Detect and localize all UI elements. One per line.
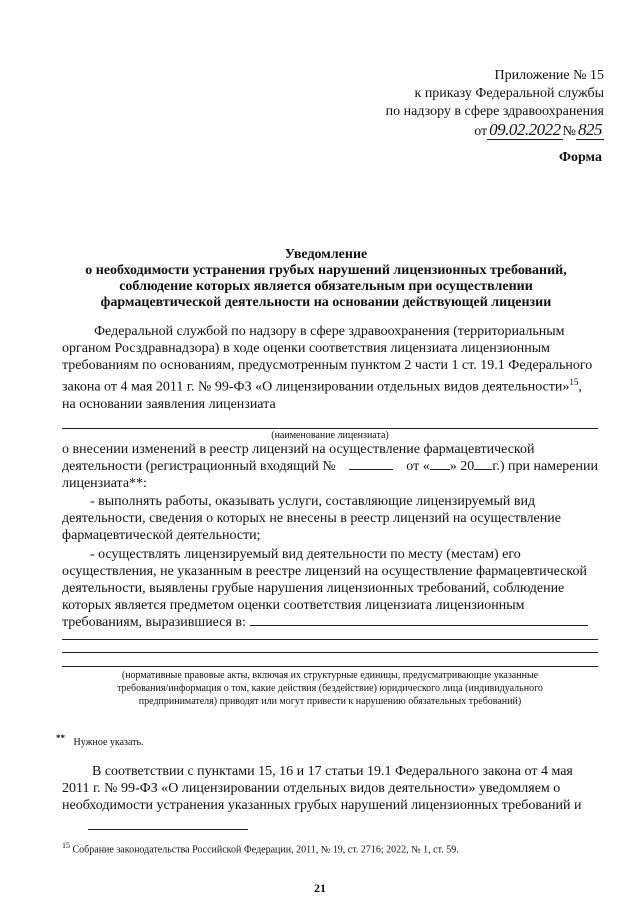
paragraph-application <box>62 441 598 492</box>
text-line: В соответствии с пунктами 15, 16 и 17 статьи 19.1 Федерального закона от 4 мая <box>92 764 573 779</box>
paragraph-works <box>62 493 598 544</box>
footnote-marker: 15 <box>62 841 70 850</box>
footnote-separator <box>88 829 248 830</box>
order-date-line <box>386 121 604 141</box>
year-blank[interactable] <box>474 469 492 470</box>
text-line: органом Росздравнадзора) в ходе оценки соответствия лицензиата лицензионным <box>62 341 550 356</box>
violations-line[interactable] <box>62 652 598 653</box>
text-line: лицензиата**: <box>62 476 147 491</box>
text-line: необходимости устранения указанных грубых нарушений лицензионных требований и <box>62 798 582 813</box>
footnote <box>62 839 459 856</box>
text-line: 2011 г. № 99-ФЗ «О лицензировании отдельных видов деятельности» уведомляем о <box>62 781 561 796</box>
order-reference: к приказу Федеральной службы <box>414 86 604 101</box>
text-segment: от « <box>406 459 430 474</box>
handwritten-date: 09.02.2022 <box>489 120 561 139</box>
text-line: фармацевтической деятельности; <box>62 528 261 543</box>
text-line <box>62 614 598 631</box>
text-line: о внесении изменений в реестр лицензий на осуществление фармацевтической <box>62 442 535 457</box>
note <box>56 733 144 748</box>
text-line: - выполнять работы, оказывать услуги, составляющие лицензируемый вид <box>90 494 536 509</box>
text-segment: закона от 4 мая 2011 г. № 99-ФЗ «О лицензировании отдельных видов деятельности» <box>62 379 570 395</box>
text-line: Федеральной службой по надзору в сфере здравоохранения (территориальным <box>94 324 565 339</box>
caption-line: требования/информация о том, какие действия (бездействие) юридического лица (индивидуального <box>117 683 543 694</box>
violations-line[interactable] <box>62 666 598 667</box>
text-line: на основании заявления лицензиата <box>62 396 276 412</box>
text-line: деятельности, сведения о которых не внесены в реестр лицензий на осуществление <box>62 511 561 526</box>
text-segment: деятельности (регистрационный входящий № <box>62 459 336 474</box>
violations-line[interactable] <box>62 639 598 640</box>
handwritten-number: 825 <box>578 120 602 139</box>
title-heading: Уведомление <box>284 247 368 262</box>
text-segment: » 20 <box>449 459 475 474</box>
document-title <box>60 247 592 311</box>
text-line: которых является предметом оценки соответствия лицензиата лицензионным <box>62 598 525 613</box>
paragraph-locations <box>62 546 598 631</box>
text-line <box>62 458 598 475</box>
text-line: - осуществлять лицензируемый вид деятельности по месту (местам) его <box>90 547 521 562</box>
violations-blank[interactable] <box>250 625 588 626</box>
date-prefix: от <box>474 124 488 139</box>
footnote-text: Собрание законодательства Российской Федерации, 2011, № 19, ст. 2716; 2022, № 1, ст. 59. <box>72 844 459 856</box>
appendix-header <box>386 67 604 141</box>
text-segment: , <box>578 379 582 395</box>
caption-line: (нормативные правовые акты, включая их структурные единицы, предусматривающие указанные <box>121 670 539 681</box>
acts-caption <box>62 669 598 708</box>
text-line: требованиям по основаниям, предусмотренным пунктом 2 части 1 ст. 19.1 Федерального <box>62 358 593 373</box>
registration-number-blank[interactable] <box>349 469 393 470</box>
agency-name: по надзору в сфере здравоохранения <box>385 104 604 119</box>
form-label: Форма <box>558 150 602 165</box>
footnote-ref: 15 <box>569 377 579 387</box>
text-line <box>62 374 598 396</box>
title-line-2: о необходимости устранения грубых нарушений лицензионных требований, <box>85 263 567 278</box>
page-number: 21 <box>314 881 326 895</box>
text-segment: требованиям, выразившиеся в: <box>62 615 246 630</box>
text-line: осуществления, не указанным в реестре лицензий на осуществление фармацевтической <box>62 564 588 579</box>
paragraph-intro <box>62 323 598 413</box>
licensee-caption: (наименование лицензиата) <box>271 430 389 441</box>
day-blank[interactable] <box>430 469 450 470</box>
text-line: деятельности, выявлены грубые нарушения лицензионных требований, соблюдение <box>62 581 565 596</box>
caption-line: предпринимателя) приводят или могут привести к нарушению обязательных требований) <box>138 696 522 707</box>
note-marker: ** <box>56 733 65 743</box>
note-text: Нужное указать. <box>73 737 144 749</box>
title-line-4: фармацевтической деятельности на основании действующей лицензии <box>100 295 552 310</box>
paragraph-notice <box>62 763 598 814</box>
title-line-3: соблюдение которых является обязательным при осуществлении <box>119 279 533 294</box>
appendix-number: Приложение № 15 <box>494 68 604 83</box>
text-segment: г.) при намерении <box>492 459 598 474</box>
number-prefix: № <box>562 124 576 139</box>
